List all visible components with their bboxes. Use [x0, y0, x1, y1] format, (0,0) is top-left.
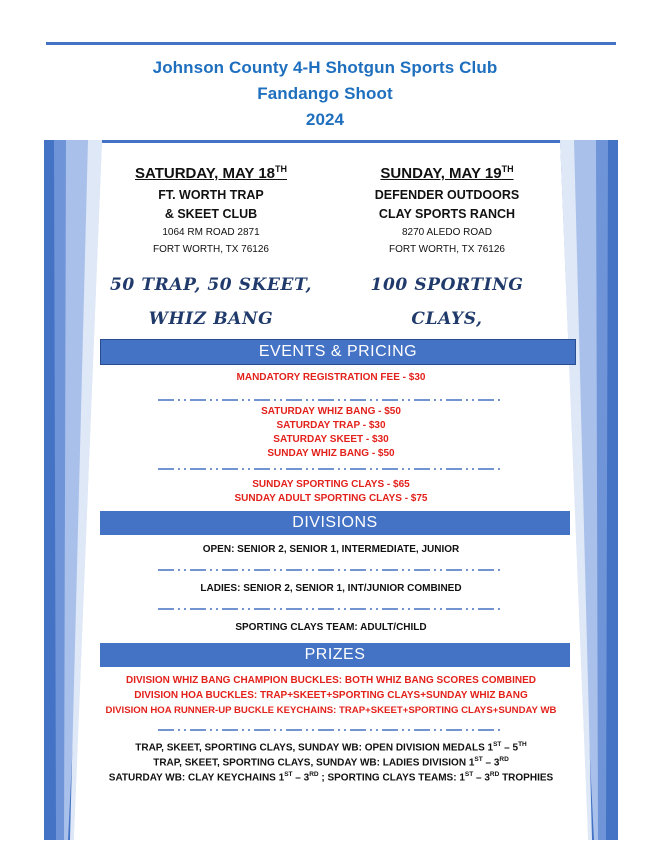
- price-sat-trap: SATURDAY TRAP - $30: [276, 420, 386, 431]
- prize-open-medals: TRAP, SKEET, SPORTING CLAYS, SUNDAY WB: OPEN DIVISION MEDALS 1ST – 5TH: [135, 741, 527, 754]
- prize-hoa-runner-up: DIVISION HOA RUNNER-UP BUCKLE KEYCHAINS: TRAP+SKEET+SPORTING CLAYS+SUNDAY WB: [105, 705, 557, 716]
- prize-whiz-bang-champion: DIVISION WHIZ BANG CHAMPION BUCKLES: BOTH WHIZ BANG SCORES COMBINED: [126, 675, 536, 686]
- sunday-address-1: 8270 ALEDO ROAD: [401, 227, 493, 238]
- event-year: 2024: [305, 110, 345, 129]
- flyer-body: [44, 140, 618, 840]
- saturday-address-2: FORT WORTH, TX 76126: [153, 244, 269, 255]
- division-team: SPORTING CLAYS TEAM: ADULT/CHILD: [235, 622, 427, 633]
- price-sun-sporting-clays: SUNDAY SPORTING CLAYS - $65: [252, 479, 410, 490]
- sunday-venue-2: CLAY SPORTS RANCH: [378, 207, 516, 221]
- sunday-venue-1: DEFENDER OUTDOORS: [374, 188, 520, 202]
- prize-ladies-medals: TRAP, SKEET, SPORTING CLAYS, SUNDAY WB: LADIES DIVISION 1ST – 3RD: [153, 756, 509, 769]
- top-rule: [46, 42, 616, 45]
- registration-fee: MANDATORY REGISTRATION FEE - $30: [236, 372, 426, 383]
- saturday-column: [96, 164, 326, 336]
- division-ladies: LADIES: SENIOR 2, SENIOR 1, INT/JUNIOR COMBINED: [200, 583, 462, 594]
- events-pricing-heading: EVENTS & PRICING: [100, 339, 576, 365]
- prize-hoa-buckles: DIVISION HOA BUCKLES: TRAP+SKEET+SPORTING CLAYS+SUNDAY WHIZ BANG: [134, 690, 528, 701]
- sunday-date: SUNDAY, MAY 19TH: [380, 164, 514, 182]
- division-open: OPEN: SENIOR 2, SENIOR 1, INTERMEDIATE, JUNIOR: [202, 544, 460, 555]
- sunday-address-2: FORT WORTH, TX 76126: [389, 244, 505, 255]
- club-title: Johnson County 4-H Shotgun Sports Club: [152, 58, 498, 77]
- saturday-events: 50 TRAP, 50 SKEET, WHIZ BANG: [109, 275, 313, 329]
- price-sun-whiz-bang: SUNDAY WHIZ BANG - $50: [267, 448, 395, 459]
- saturday-date: SATURDAY, MAY 18TH: [134, 164, 288, 182]
- price-sat-skeet: SATURDAY SKEET - $30: [273, 434, 389, 445]
- saturday-venue-2: & SKEET CLUB: [164, 207, 258, 221]
- sunday-events: 100 SPORTING CLAYS,: [370, 275, 524, 329]
- prize-keychains-trophies: SATURDAY WB: CLAY KEYCHAINS 1ST – 3RD ; SPORTING CLAYS TEAMS: 1ST – 3RD TROPHIES: [108, 771, 554, 784]
- price-sun-adult-sporting-clays: SUNDAY ADULT SPORTING CLAYS - $75: [234, 493, 428, 504]
- prizes-heading: PRIZES: [100, 643, 570, 667]
- event-title: Fandango Shoot: [257, 84, 393, 103]
- price-sat-whiz-bang: SATURDAY WHIZ BANG - $50: [261, 406, 401, 417]
- divisions-heading: DIVISIONS: [100, 511, 570, 535]
- saturday-address-1: 1064 RM ROAD 2871: [162, 227, 260, 238]
- saturday-venue-1: FT. WORTH TRAP: [158, 188, 264, 202]
